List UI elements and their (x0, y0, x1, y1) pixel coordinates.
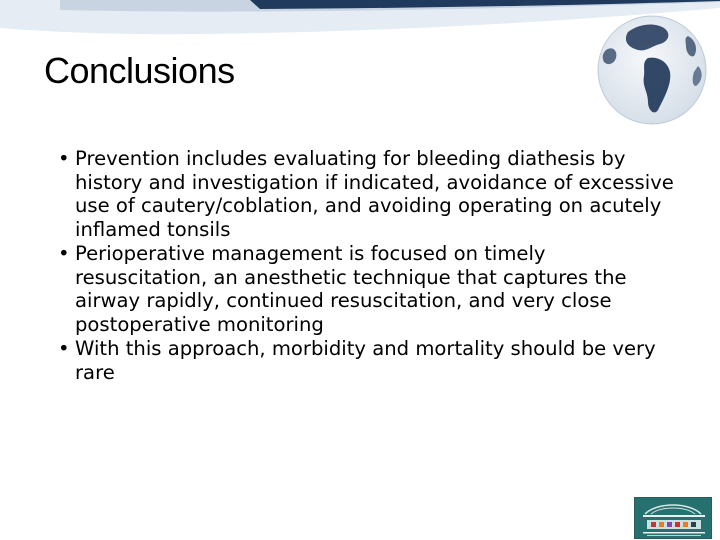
slide-title: Conclusions (44, 50, 235, 91)
bullet-list (58, 147, 678, 385)
bullet-item (58, 147, 678, 241)
bullet-text: Perioperative management is focused on timely resuscitation, an anesthetic technique that captures the airway rapidly, continued resuscitation, and very close postoperative monitoring (75, 242, 627, 336)
bullet-item (58, 337, 678, 384)
society-logo-icon (634, 497, 712, 539)
bullet-marker: • (58, 147, 70, 170)
bullet-text: Prevention includes evaluating for bleeding diathesis by history and investigation if indicated, avoidance of excessive use of cautery/coblation, and avoiding operating on acutely inflamed tonsils (75, 147, 674, 241)
bullet-item (58, 242, 678, 336)
bullet-marker: • (58, 242, 70, 265)
society-logo-graphic (635, 498, 712, 539)
bullet-text: With this approach, morbidity and mortality should be very rare (75, 337, 656, 384)
bullet-marker: • (58, 337, 70, 360)
globe-icon (588, 6, 716, 134)
